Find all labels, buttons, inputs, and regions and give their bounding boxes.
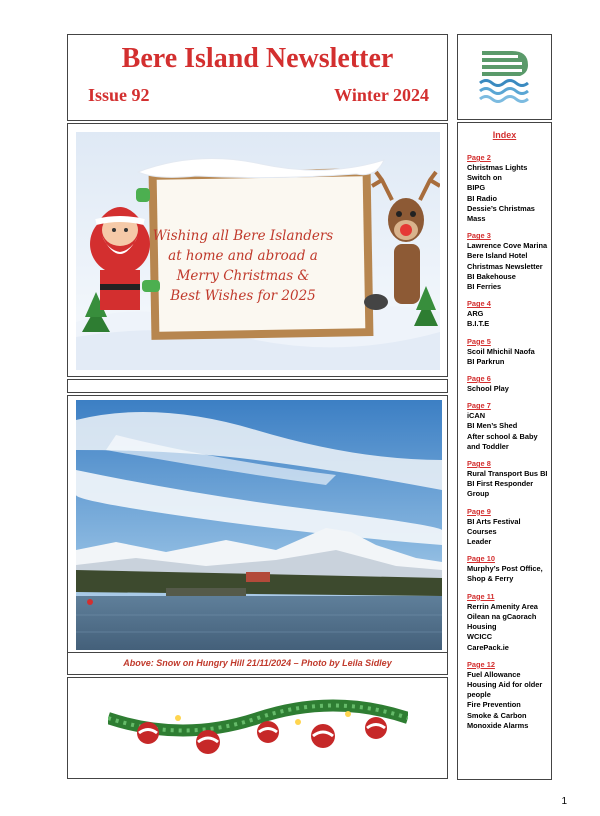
greeting-line-4: Best Wishes for 2025 bbox=[170, 288, 316, 304]
index-page-link[interactable]: Page 4 bbox=[467, 299, 491, 309]
index-item: Christmas Lights Switch on bbox=[467, 163, 528, 183]
index-item: iCAN bbox=[467, 411, 486, 421]
index-item: Rerrin Amenity Area bbox=[467, 601, 538, 611]
index-group bbox=[467, 459, 551, 500]
photo-caption: Above: Snow on Hungry Hill 21/11/2024 – Photo by Leila Sidley bbox=[123, 658, 392, 668]
index-item: Oilean na gCaorach Housing bbox=[467, 611, 537, 632]
index-page-link[interactable]: Page 12 bbox=[467, 659, 495, 669]
index-group bbox=[467, 337, 551, 367]
greeting-line-2: at home and abroad a bbox=[168, 248, 318, 264]
index-item: Fire Prevention bbox=[467, 700, 521, 710]
index-group bbox=[467, 374, 551, 394]
index-page-link[interactable]: Page 11 bbox=[467, 591, 495, 601]
index-group bbox=[467, 554, 551, 584]
ornament bbox=[137, 722, 159, 744]
index-item: BI Radio bbox=[467, 193, 497, 203]
index-group bbox=[467, 507, 551, 548]
index-item: Lawrence Cove Marina bbox=[467, 241, 548, 251]
index-item: Bere Island Hotel bbox=[467, 251, 528, 261]
index-page-link[interactable]: Page 5 bbox=[467, 336, 491, 346]
index-item: Murphy’s Post Office, Shop & Ferry bbox=[467, 564, 543, 584]
index-title: Index bbox=[492, 130, 517, 140]
index-group bbox=[467, 592, 551, 653]
index-item: Fuel Allowance bbox=[467, 669, 521, 679]
index-item: WCICC bbox=[467, 632, 493, 642]
index-item: BI Men’s Shed bbox=[467, 421, 518, 431]
greeting-line-3: Merry Christmas & bbox=[176, 268, 310, 284]
hungry-hill-photo bbox=[76, 400, 442, 650]
garland-panel bbox=[67, 677, 448, 779]
newsletter-title: Bere Island Newsletter bbox=[121, 43, 394, 74]
index-panel bbox=[457, 122, 552, 780]
index-item: BIPG bbox=[467, 183, 486, 193]
index-item: Smoke & Carbon Monoxide Alarms bbox=[467, 710, 529, 730]
index-item: BI Bakehouse bbox=[467, 271, 516, 281]
index-item: Rural Transport Bus BI bbox=[467, 469, 548, 479]
index-page-link[interactable]: Page 8 bbox=[467, 459, 491, 469]
christmas-garland bbox=[108, 688, 408, 768]
masthead bbox=[67, 34, 448, 121]
greeting-line-1: Wishing all Bere Islanders bbox=[152, 228, 334, 244]
index-page-link[interactable]: Page 2 bbox=[467, 153, 491, 162]
index-page-link[interactable]: Page 10 bbox=[467, 554, 495, 564]
index-group bbox=[467, 401, 551, 452]
index-page-link[interactable]: Page 3 bbox=[467, 231, 491, 241]
index-item: BI Ferries bbox=[467, 282, 502, 292]
index-list bbox=[467, 153, 551, 738]
index-item: BI Parkrun bbox=[467, 356, 505, 366]
index-item: CarePack.ie bbox=[467, 642, 509, 652]
index-item: ARG bbox=[467, 309, 484, 319]
caption-divider bbox=[68, 652, 447, 653]
divider-strip bbox=[67, 379, 448, 393]
index-item: Scoil Mhichil Naofa bbox=[467, 346, 535, 356]
index-group bbox=[467, 299, 551, 329]
index-group bbox=[467, 660, 551, 731]
index-item: B.I.T.E bbox=[467, 319, 490, 329]
ornament bbox=[257, 721, 279, 743]
christmas-greeting-panel bbox=[67, 123, 448, 377]
index-item: BI First Responder Group bbox=[467, 479, 534, 499]
ornament bbox=[311, 724, 335, 748]
index-group bbox=[467, 153, 551, 224]
index-item: Leader bbox=[467, 537, 492, 547]
ornament bbox=[365, 717, 387, 739]
issue-number: Issue 92 bbox=[88, 85, 150, 105]
ornament bbox=[196, 730, 220, 754]
bere-island-logo bbox=[478, 47, 532, 109]
index-item: Housing Aid for older people bbox=[467, 679, 543, 700]
index-item: BI Arts Festival Courses bbox=[467, 516, 521, 536]
index-item: School Play bbox=[467, 384, 509, 394]
issue-season: Winter 2024 bbox=[334, 85, 429, 105]
index-item: After school & Baby and Toddler bbox=[467, 431, 538, 451]
index-group bbox=[467, 231, 551, 292]
photo-panel bbox=[67, 395, 448, 675]
logo-panel bbox=[457, 34, 552, 120]
index-item: Dessie’s Christmas Mass bbox=[467, 203, 535, 224]
index-page-link[interactable]: Page 9 bbox=[467, 506, 491, 516]
page-number: 1 bbox=[561, 796, 567, 807]
index-item: Christmas Newsletter bbox=[467, 261, 543, 271]
index-page-link[interactable]: Page 7 bbox=[467, 401, 491, 411]
index-page-link[interactable]: Page 6 bbox=[467, 374, 491, 384]
